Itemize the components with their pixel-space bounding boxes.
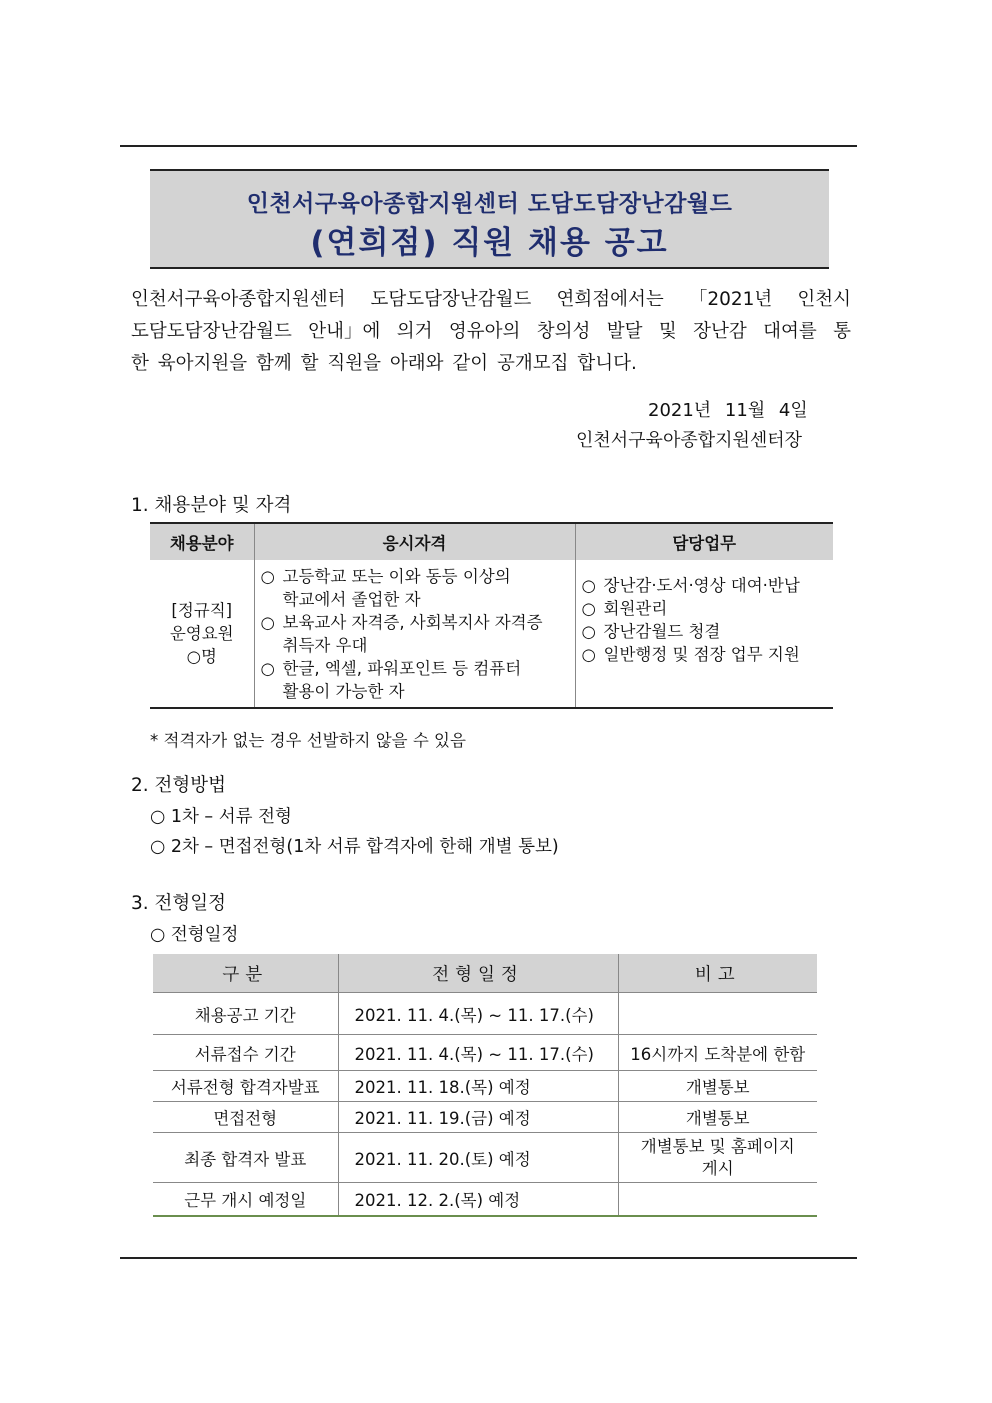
intro-line-2: 도담도담장난감월드 안내」에 의거 영유아의 창의성 발달 및 장난감 대여를 통 [131, 321, 851, 342]
table-row: 서류전형 합격자발표 2021. 11. 18.(목) 예정 개별통보 [153, 1071, 817, 1102]
table-row [150, 560, 833, 708]
table-row: 면접전형 2021. 11. 19.(금) 예정 개별통보 [153, 1102, 817, 1133]
header-schedule: 전형일정 [338, 954, 618, 993]
section-1-heading: 1. 채용분야 및 자격 [131, 495, 292, 516]
recruitment-table [150, 522, 833, 709]
title-line-2: (연희점) 직원 채용 공고 [310, 225, 669, 261]
list-item: ○ 보육교사 자격증, 사회복지사 자격증 취득자 우대 [260, 612, 543, 655]
section-3-heading: 3. 전형일정 [131, 893, 227, 914]
table-row: 서류접수 기간 2021. 11. 4.(목) ~ 11. 17.(수) 16시까지 도착분에 한함 [153, 1035, 817, 1071]
table-header-row [153, 954, 817, 993]
header-duties: 담당업무 [575, 523, 833, 560]
method-item-1: ○ 1차 – 서류 전형 [150, 807, 292, 827]
duties-cell [575, 560, 833, 708]
intro-paragraph [131, 284, 851, 380]
qualification-cell [254, 560, 575, 708]
table-row: 채용공고 기간 2021. 11. 4.(목) ~ 11. 17.(수) [153, 993, 817, 1035]
intro-line-1: 인천서구육아종합지원센터 도담도담장난감월드 연희점에서는 「2021년 인천시 [131, 289, 851, 310]
announcement-date: 2021년 11월 4일 [648, 400, 808, 421]
list-item: ○ 일반행정 및 점장 업무 지원 [581, 645, 800, 664]
list-item: ○ 장난감·도서·영상 대여·반납 [581, 576, 800, 595]
bottom-rule [120, 1257, 857, 1259]
top-rule [120, 145, 857, 147]
method-item-2: ○ 2차 – 면접전형(1차 서류 합격자에 한해 개별 통보) [150, 837, 559, 857]
field-cell: [정규직] 운영요원 ○명 [169, 601, 234, 666]
list-item: ○ 장난감월드 청결 [581, 622, 721, 641]
schedule-table [153, 954, 817, 1217]
eligibility-note: * 적격자가 없는 경우 선발하지 않을 수 있음 [150, 731, 466, 750]
list-item: ○ 한글, 엑셀, 파워포인트 등 컴퓨터 활용이 가능한 자 [260, 658, 522, 701]
header-qualification: 응시자격 [254, 523, 575, 560]
intro-line-3: 한 육아지원을 함께 할 직원을 아래와 같이 공개모집 합니다. [131, 353, 637, 374]
list-item: ○ 회원관리 [581, 599, 668, 618]
schedule-subheading: ○ 전형일정 [150, 925, 239, 945]
table-row: 최종 합격자 발표 2021. 11. 20.(토) 예정 개별통보 및 홈페이지 게시 [153, 1133, 817, 1183]
header-remark: 비고 [618, 954, 817, 993]
list-item: ○ 고등학교 또는 이와 동등 이상의 학교에서 졸업한 자 [260, 566, 511, 609]
header-field: 채용분야 [150, 523, 254, 560]
title-line-1: 인천서구육아종합지원센터 도담도담장난감월드 [246, 191, 733, 217]
header-category: 구분 [153, 954, 338, 993]
issuer: 인천서구육아종합지원센터장 [576, 430, 803, 451]
table-row: 근무 개시 예정일 2021. 12. 2.(목) 예정 [153, 1183, 817, 1216]
title-box [150, 169, 829, 269]
table-header-row [150, 523, 833, 560]
section-2-heading: 2. 전형방법 [131, 775, 227, 796]
